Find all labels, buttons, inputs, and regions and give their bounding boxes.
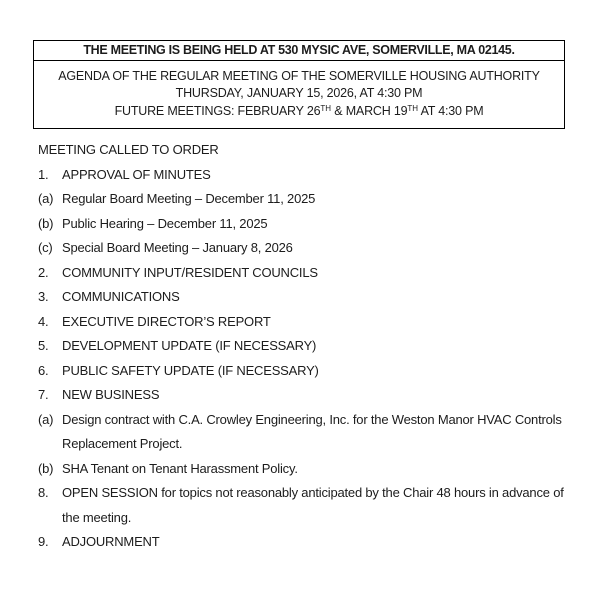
agenda-item-marker: (a) <box>38 191 54 206</box>
agenda-item-text: EXECUTIVE DIRECTOR’S REPORT <box>62 313 271 329</box>
agenda-item-marker: (a) <box>38 411 54 427</box>
agenda-item-text: Design contract with C.A. Crowley Engineering, Inc. for the Weston Manor HVAC Controls Replacement Project. <box>62 411 562 451</box>
agenda-item-marker: (b) <box>38 460 54 476</box>
agenda-item <box>38 285 565 310</box>
agenda-item-text: COMMUNICATIONS <box>62 289 180 304</box>
agenda-item-text: NEW BUSINESS <box>62 387 160 402</box>
agenda-item-text: ADJOURNMENT <box>62 534 160 549</box>
agenda-item-marker: 2. <box>38 264 49 280</box>
agenda-item <box>38 187 565 212</box>
agenda-item-marker: 3. <box>38 289 49 304</box>
ordinal-suffix-1: TH <box>320 104 332 113</box>
agenda-item <box>38 408 565 457</box>
agenda-item-marker: 7. <box>38 387 49 402</box>
future-meetings-mid: & MARCH 19 <box>331 104 408 118</box>
agenda-item <box>38 457 565 482</box>
future-meetings-line <box>36 101 562 120</box>
agenda-item <box>38 334 565 359</box>
future-meetings-suffix: AT 4:30 PM <box>418 104 484 118</box>
agenda-item-marker: 9. <box>38 534 49 549</box>
ordinal-suffix-2: TH <box>407 104 418 113</box>
agenda-item-text: APPROVAL OF MINUTES <box>62 166 211 182</box>
agenda-item <box>38 212 565 237</box>
header-box <box>33 40 565 129</box>
agenda-item <box>38 359 565 384</box>
agenda-item-marker: 1. <box>38 166 49 182</box>
agenda-item <box>38 310 565 335</box>
future-meetings-prefix: FUTURE MEETINGS: FEBRUARY 26 <box>114 104 321 118</box>
agenda-item <box>38 163 565 188</box>
agenda-item-text: COMMUNITY INPUT/RESIDENT COUNCILS <box>62 264 318 280</box>
agenda-item-text: Public Hearing – December 11, 2025 <box>62 215 268 231</box>
agenda-item-text: Regular Board Meeting – December 11, 2025 <box>62 191 316 206</box>
agenda-item <box>38 236 565 261</box>
agenda-item-marker: 4. <box>38 313 49 329</box>
agenda-item-marker: 8. <box>38 485 49 500</box>
agenda-item <box>38 261 565 286</box>
agenda-item <box>38 383 565 408</box>
agenda-item-marker: 6. <box>38 362 49 378</box>
agenda-item-text: Special Board Meeting – January 8, 2026 <box>62 240 293 255</box>
agenda-item <box>38 481 565 530</box>
agenda-item-text: OPEN SESSION for topics not reasonably anticipated by the Chair 48 hours in advance of the meeting. <box>62 485 564 525</box>
agenda-header <box>34 61 564 128</box>
agenda-item-marker: (c) <box>38 240 53 255</box>
meeting-location-banner: THE MEETING IS BEING HELD AT 530 MYSIC AVE, SOMERVILLE, MA 02145. <box>34 41 564 61</box>
agenda-item-text: SHA Tenant on Tenant Harassment Policy. <box>62 460 298 476</box>
agenda-list <box>38 138 565 555</box>
agenda-title: AGENDA OF THE REGULAR MEETING OF THE SOMERVILLE HOUSING AUTHORITY <box>58 69 540 83</box>
agenda-item <box>38 530 565 555</box>
meeting-called-to-order: MEETING CALLED TO ORDER <box>38 142 219 157</box>
meeting-datetime: THURSDAY, JANUARY 15, 2026, AT 4:30 PM <box>175 85 423 100</box>
agenda-item-text: DEVELOPMENT UPDATE (IF NECESSARY) <box>62 338 317 353</box>
agenda-item-marker: 5. <box>38 338 49 353</box>
agenda-item-marker: (b) <box>38 215 54 231</box>
agenda-item-text: PUBLIC SAFETY UPDATE (IF NECESSARY) <box>62 362 319 378</box>
